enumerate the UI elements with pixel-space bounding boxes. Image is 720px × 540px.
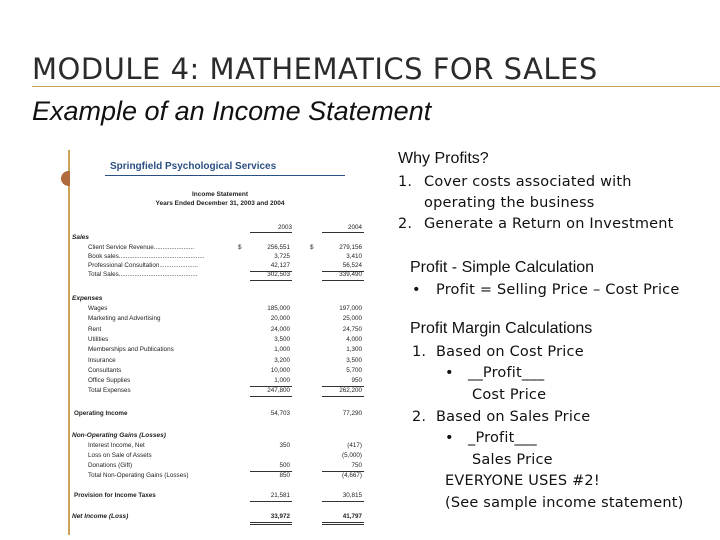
sales-row-2003: 256,551 xyxy=(267,244,290,251)
net-rule-2a xyxy=(322,522,364,523)
expense-row-2003: 24,000 xyxy=(270,326,290,333)
expense-row-2003: 3,200 xyxy=(274,357,290,364)
margin-calc-heading: Profit Margin Calculations xyxy=(410,320,593,337)
net-rule-2b xyxy=(322,524,364,525)
income-statement-image xyxy=(70,145,370,535)
expense-row-2003: 20,000 xyxy=(270,315,290,322)
why-profits-heading: Why Profits? xyxy=(398,150,489,167)
why-item-1-line-2: operating the business xyxy=(424,195,595,211)
expense-row-2004: 950 xyxy=(351,377,362,384)
provision-rule-1 xyxy=(250,501,292,502)
nonop-row-2003: 850 xyxy=(279,472,290,479)
expense-row-label: Marketing and Advertising xyxy=(88,315,161,322)
margin-item-2-text: Based on Sales Price xyxy=(436,409,591,425)
statement-period: Years Ended December 31, 2003 and 2004 xyxy=(155,200,285,207)
sales-total-rule xyxy=(322,280,364,281)
net-income-2004: 41,797 xyxy=(342,513,362,520)
expense-total-rule xyxy=(250,396,292,397)
title-rule xyxy=(32,86,720,87)
margin-item-2-number: 2. xyxy=(412,409,427,425)
margin-item-1-number: 1. xyxy=(412,344,427,360)
simple-calc-heading: Profit - Simple Calculation xyxy=(410,259,595,276)
expense-row-2004: 262,200 xyxy=(339,387,362,394)
margin-note-1: EVERYONE USES #2! xyxy=(445,473,600,489)
statement-year-1: 2003 xyxy=(277,224,292,231)
sales-row-2004: 279,156 xyxy=(339,244,362,251)
statement-company: Springfield Psychological Services xyxy=(110,161,277,172)
expense-row-2004: 25,000 xyxy=(342,315,362,322)
expense-row-2003: 10,000 xyxy=(270,367,290,374)
provision-2004: 30,815 xyxy=(342,492,362,499)
nonop-row-2004: (417) xyxy=(347,442,362,449)
nonop-row-2004: (4,667) xyxy=(342,472,362,479)
statement-year-2: 2004 xyxy=(347,224,362,231)
expense-row-2003: 1,000 xyxy=(274,346,290,353)
expense-row-2003: 1,000 xyxy=(274,377,290,384)
expenses-section-label: Expenses xyxy=(72,295,103,302)
expense-row-label: Wages xyxy=(88,305,108,312)
expense-row-2004: 4,000 xyxy=(346,336,362,343)
sales-row-label: Client Service Revenue....................... xyxy=(88,244,195,251)
operating-income-2004: 77,290 xyxy=(342,410,362,417)
provision-label: Provision for Income Taxes xyxy=(74,492,156,499)
why-item-1-number: 1. xyxy=(398,174,413,190)
margin-item-1-bullet: • xyxy=(445,365,454,381)
provision-rule-2 xyxy=(322,501,364,502)
nonop-row-2003: 350 xyxy=(279,442,290,449)
nonop-section-label: Non-Operating Gains (Losses) xyxy=(72,432,166,439)
sales-section-label: Sales xyxy=(72,234,89,241)
operating-income-2003: 54,703 xyxy=(270,410,290,417)
sales-row-label: Book sales................................................. xyxy=(88,253,205,260)
sales-row-2003: 302,503 xyxy=(267,271,290,278)
nonop-total-label: Total Non-Operating Gains (Losses) xyxy=(88,472,189,479)
net-rule-1a xyxy=(250,522,292,523)
expense-row-label: Consultants xyxy=(88,367,122,374)
simple-calc-bullet: • xyxy=(412,282,421,298)
nonop-row-label: Loss on Sale of Assets xyxy=(88,452,152,459)
nonop-row-2004: (5,000) xyxy=(342,452,362,459)
expense-row-label: Insurance xyxy=(88,357,116,364)
expense-row-2004: 5,700 xyxy=(346,367,362,374)
sales-row-2004: 339,490 xyxy=(339,271,362,278)
sales-row-2004: 56,524 xyxy=(342,262,362,269)
margin-note-2: (See sample income statement) xyxy=(445,495,684,511)
why-item-2-number: 2. xyxy=(398,216,413,232)
sales-row-2003: 42,127 xyxy=(270,262,290,269)
slide-subtitle: Example of an Income Statement xyxy=(32,96,432,126)
expense-row-2004: 24,750 xyxy=(342,326,362,333)
expense-row-2003: 185,000 xyxy=(267,305,290,312)
expense-row-label: Rent xyxy=(88,326,102,333)
year-rule-1 xyxy=(250,232,292,233)
expense-row-2004: 197,000 xyxy=(339,305,362,312)
net-rule-1b xyxy=(250,524,292,525)
year-rule-2 xyxy=(322,232,364,233)
nonop-row-label: Donations (Gift) xyxy=(88,462,133,469)
expense-row-label: Memberships and Publications xyxy=(88,346,174,353)
margin-item-1-denominator: Cost Price xyxy=(472,387,547,403)
nonop-row-2004: 750 xyxy=(351,462,362,469)
expense-row-2003: 247,800 xyxy=(267,387,290,394)
why-item-2-line-1: Generate a Return on Investment xyxy=(424,216,674,232)
sales-row-label: Professional Consultation...................... xyxy=(88,262,198,269)
expense-row-2003: 3,500 xyxy=(274,336,290,343)
sales-total-rule xyxy=(250,280,292,281)
simple-calc-formula: Profit = Selling Price – Cost Price xyxy=(436,282,680,298)
margin-item-1-text: Based on Cost Price xyxy=(436,344,584,360)
margin-item-1-numerator: __Profit___ xyxy=(468,365,545,381)
expenses-total-label: Total Expenses xyxy=(88,387,131,394)
margin-item-2-numerator: _Profit___ xyxy=(468,430,537,446)
operating-income-label: Operating Income xyxy=(74,410,128,417)
expense-row-2004: 1,300 xyxy=(346,346,362,353)
dollar-sign: $ xyxy=(238,244,242,251)
why-item-1-line-1: Cover costs associated with xyxy=(424,174,632,190)
dollar-sign: $ xyxy=(310,244,314,251)
provision-2003: 21,581 xyxy=(270,492,290,499)
sales-total-label: Total Sales............................................. xyxy=(88,271,198,278)
expense-row-2004: 3,500 xyxy=(346,357,362,364)
margin-item-2-bullet: • xyxy=(445,430,454,446)
nonop-row-2003: 500 xyxy=(279,462,290,469)
sales-row-2003: 3,725 xyxy=(274,253,290,260)
margin-item-2-denominator: Sales Price xyxy=(472,452,553,468)
expense-row-label: Office Supplies xyxy=(88,377,131,384)
statement-heading: Income Statement xyxy=(192,191,248,198)
expense-row-label: Utilities xyxy=(88,336,109,343)
slide-title: MODULE 4: MATHEMATICS FOR SALES xyxy=(32,52,598,86)
sales-row-2004: 3,410 xyxy=(346,253,362,260)
net-income-label: Net Income (Loss) xyxy=(72,513,129,520)
expense-total-rule xyxy=(322,396,364,397)
statement-rule xyxy=(105,175,345,176)
nonop-row-label: Interest Income, Net xyxy=(88,442,145,449)
net-income-2003: 33,972 xyxy=(270,513,290,520)
